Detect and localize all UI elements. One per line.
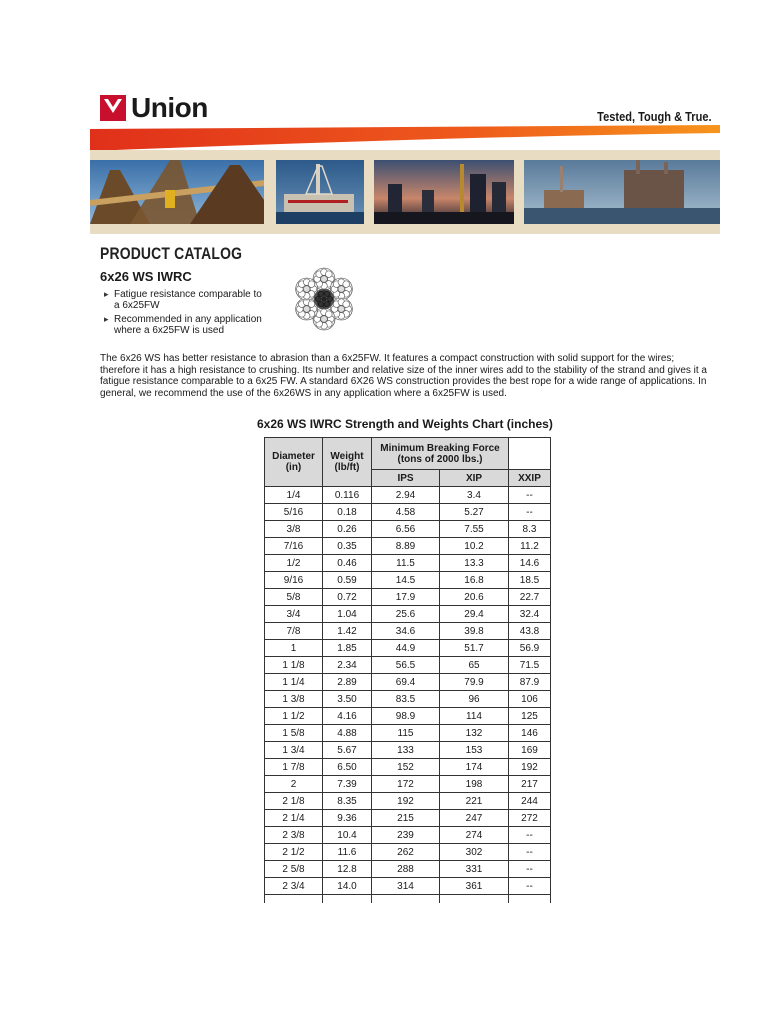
brand-name: Union (131, 92, 208, 123)
xip-cell: 29.4 (440, 606, 509, 623)
ips-cell: 133 (372, 742, 440, 759)
xxip-cell: 22.7 (509, 589, 551, 606)
weight-cell: 10.4 (323, 827, 372, 844)
xip-cell: 79.9 (440, 674, 509, 691)
xxip-cell: 14.6 (509, 555, 551, 572)
header-ips: IPS (372, 470, 440, 487)
feature-item: ▸ Fatigue resistance comparable to a 6x25FW (104, 289, 264, 311)
union-logo (100, 92, 208, 124)
table-row (265, 504, 551, 521)
xip-cell: 20.6 (440, 589, 509, 606)
header-xip: XIP (440, 470, 509, 487)
ips-cell: 83.5 (372, 691, 440, 708)
table-row (265, 589, 551, 606)
table-row (265, 691, 551, 708)
xxip-cell: 169 (509, 742, 551, 759)
feature-item: ▸ Recommended in any application where a 6x25FW is used (104, 314, 264, 336)
table-row (265, 674, 551, 691)
xip-cell: 153 (440, 742, 509, 759)
table-row (265, 606, 551, 623)
xip-cell: 7.55 (440, 521, 509, 538)
table-row (265, 623, 551, 640)
table-row (265, 844, 551, 861)
product-description: The 6x26 WS has better resistance to abrasion than a 6x25FW. It features a compact construction with solid support for the wires; therefore it has a high resistance to crushing. Its number and relative size of the inner wires add to the stability of the strand and gives it a fatigue resistance comparable to a 6x25 FW. A standard 6X26 WS construction provides the best rope for a wide range of applications. In general, we recommend the use of the 6x26WS in any application where a 6x25FW is used. (100, 353, 707, 399)
xip-cell: 51.7 (440, 640, 509, 657)
table-row (265, 640, 551, 657)
header-weight: Weight (lb/ft) (323, 438, 372, 487)
strength-weight-table (264, 437, 551, 903)
offshore-platform-photo (276, 160, 364, 224)
table-row (265, 538, 551, 555)
table-row (265, 725, 551, 742)
xip-cell: 3.4 (440, 487, 509, 504)
harbor-rigs-photo (524, 160, 720, 224)
weight-cell: 0.46 (323, 555, 372, 572)
weight-cell: 0.26 (323, 521, 372, 538)
table-row (265, 555, 551, 572)
diameter-cell: 2 5/8 (265, 861, 323, 878)
xxip-cell: -- (509, 861, 551, 878)
table-body (265, 487, 551, 903)
xip-cell: 132 (440, 725, 509, 742)
weight-cell: 6.50 (323, 759, 372, 776)
table-row (265, 776, 551, 793)
chart-title: 6x26 WS IWRC Strength and Weights Chart (inches) (257, 417, 553, 431)
weight-cell: 2.89 (323, 674, 372, 691)
weight-cell: 1.04 (323, 606, 372, 623)
xxip-cell: -- (509, 878, 551, 895)
ips-cell: 34.6 (372, 623, 440, 640)
xip-cell: 10.2 (440, 538, 509, 555)
ips-cell: 6.56 (372, 521, 440, 538)
diameter-cell: 2 3/4 (265, 878, 323, 895)
ips-cell: 98.9 (372, 708, 440, 725)
diameter-cell: 7/8 (265, 623, 323, 640)
weight-cell: 7.39 (323, 776, 372, 793)
table-row (265, 657, 551, 674)
diameter-cell: 2 (265, 776, 323, 793)
table-row (265, 572, 551, 589)
brand-tagline: Tested, Tough & True. (597, 109, 712, 124)
weight-cell: 1.42 (323, 623, 372, 640)
diameter-cell: 5/16 (265, 504, 323, 521)
xxip-cell: -- (509, 487, 551, 504)
xxip-cell: 192 (509, 759, 551, 776)
ips-cell: 215 (372, 810, 440, 827)
xxip-cell: 71.5 (509, 657, 551, 674)
diameter-cell: 9/16 (265, 572, 323, 589)
header-xxip: XXIP (509, 470, 551, 487)
table-row (265, 827, 551, 844)
weight-cell: 2.34 (323, 657, 372, 674)
weight-cell: 0.116 (323, 487, 372, 504)
ips-cell: 172 (372, 776, 440, 793)
ips-cell: 115 (372, 725, 440, 742)
xip-cell: 13.3 (440, 555, 509, 572)
weight-cell: 11.6 (323, 844, 372, 861)
diameter-cell: 1 1/8 (265, 657, 323, 674)
xxip-cell: 32.4 (509, 606, 551, 623)
xip-cell: 247 (440, 810, 509, 827)
xip-cell: 96 (440, 691, 509, 708)
ips-cell: 239 (372, 827, 440, 844)
union-logo-icon (100, 95, 126, 121)
header-diameter: Diameter (in) (265, 438, 323, 487)
ips-cell: 11.5 (372, 555, 440, 572)
ips-cell: 4.58 (372, 504, 440, 521)
header-blank (509, 438, 551, 470)
weight-cell: 9.36 (323, 810, 372, 827)
xxip-cell: 43.8 (509, 623, 551, 640)
diameter-cell: 3/4 (265, 606, 323, 623)
xip-cell: 174 (440, 759, 509, 776)
ips-cell: 25.6 (372, 606, 440, 623)
diameter-cell: 1 1/2 (265, 708, 323, 725)
xxip-cell: 217 (509, 776, 551, 793)
xxip-cell: 244 (509, 793, 551, 810)
xxip-cell: 56.9 (509, 640, 551, 657)
xip-cell: 221 (440, 793, 509, 810)
weight-cell: 0.59 (323, 572, 372, 589)
xip-cell: 302 (440, 844, 509, 861)
xxip-cell: 106 (509, 691, 551, 708)
table-row (265, 861, 551, 878)
xip-cell: 274 (440, 827, 509, 844)
xip-cell: 65 (440, 657, 509, 674)
header-swoosh (90, 125, 720, 153)
table-row (265, 521, 551, 538)
diameter-cell: 1 3/4 (265, 742, 323, 759)
diameter-cell: 1/2 (265, 555, 323, 572)
xip-cell: 361 (440, 878, 509, 895)
xxip-cell: 125 (509, 708, 551, 725)
diameter-cell: 2 1/2 (265, 844, 323, 861)
ips-cell: 314 (372, 878, 440, 895)
ips-cell: 56.5 (372, 657, 440, 674)
table-row (265, 487, 551, 504)
diameter-cell: 2 1/8 (265, 793, 323, 810)
ips-cell: 192 (372, 793, 440, 810)
xip-cell: 5.27 (440, 504, 509, 521)
drilling-rig-photo (90, 160, 264, 224)
diameter-cell: 1 5/8 (265, 725, 323, 742)
header-photo-strip (90, 150, 720, 234)
xip-cell: 16.8 (440, 572, 509, 589)
xip-cell: 39.8 (440, 623, 509, 640)
ips-cell: 152 (372, 759, 440, 776)
city-skyline-photo (374, 160, 514, 224)
table-row (265, 759, 551, 776)
xxip-cell: 11.2 (509, 538, 551, 555)
table-row (265, 742, 551, 759)
ips-cell: 44.9 (372, 640, 440, 657)
weight-cell: 4.16 (323, 708, 372, 725)
ips-cell: 2.94 (372, 487, 440, 504)
weight-cell: 5.67 (323, 742, 372, 759)
diameter-cell: 2 3/8 (265, 827, 323, 844)
ips-cell: 262 (372, 844, 440, 861)
xxip-cell: -- (509, 827, 551, 844)
xxip-cell: 87.9 (509, 674, 551, 691)
ips-cell: 14.5 (372, 572, 440, 589)
table-row-end (265, 895, 551, 903)
diameter-cell: 3/8 (265, 521, 323, 538)
weight-cell: 0.18 (323, 504, 372, 521)
xxip-cell: -- (509, 504, 551, 521)
xxip-cell: 272 (509, 810, 551, 827)
table-row (265, 708, 551, 725)
weight-cell: 4.88 (323, 725, 372, 742)
ips-cell: 288 (372, 861, 440, 878)
table-row (265, 793, 551, 810)
table-row (265, 878, 551, 895)
feature-list (104, 289, 264, 339)
ips-cell: 8.89 (372, 538, 440, 555)
xxip-cell: 146 (509, 725, 551, 742)
diameter-cell: 5/8 (265, 589, 323, 606)
xxip-cell: 8.3 (509, 521, 551, 538)
diameter-cell: 7/16 (265, 538, 323, 555)
weight-cell: 3.50 (323, 691, 372, 708)
weight-cell: 14.0 (323, 878, 372, 895)
diameter-cell: 1 1/4 (265, 674, 323, 691)
diameter-cell: 1/4 (265, 487, 323, 504)
ips-cell: 69.4 (372, 674, 440, 691)
diameter-cell: 1 (265, 640, 323, 657)
rope-cross-section-icon (292, 267, 356, 331)
table-row (265, 810, 551, 827)
weight-cell: 12.8 (323, 861, 372, 878)
diameter-cell: 2 1/4 (265, 810, 323, 827)
diameter-cell: 1 3/8 (265, 691, 323, 708)
diameter-cell: 1 7/8 (265, 759, 323, 776)
weight-cell: 8.35 (323, 793, 372, 810)
weight-cell: 0.72 (323, 589, 372, 606)
xxip-cell: -- (509, 844, 551, 861)
header-mbf: Minimum Breaking Force (tons of 2000 lbs.) (372, 438, 509, 470)
weight-cell: 0.35 (323, 538, 372, 555)
xip-cell: 331 (440, 861, 509, 878)
catalog-title: PRODUCT CATALOG (100, 244, 243, 263)
ips-cell: 17.9 (372, 589, 440, 606)
product-name: 6x26 WS IWRC (100, 269, 192, 284)
xip-cell: 114 (440, 708, 509, 725)
xxip-cell: 18.5 (509, 572, 551, 589)
xip-cell: 198 (440, 776, 509, 793)
weight-cell: 1.85 (323, 640, 372, 657)
